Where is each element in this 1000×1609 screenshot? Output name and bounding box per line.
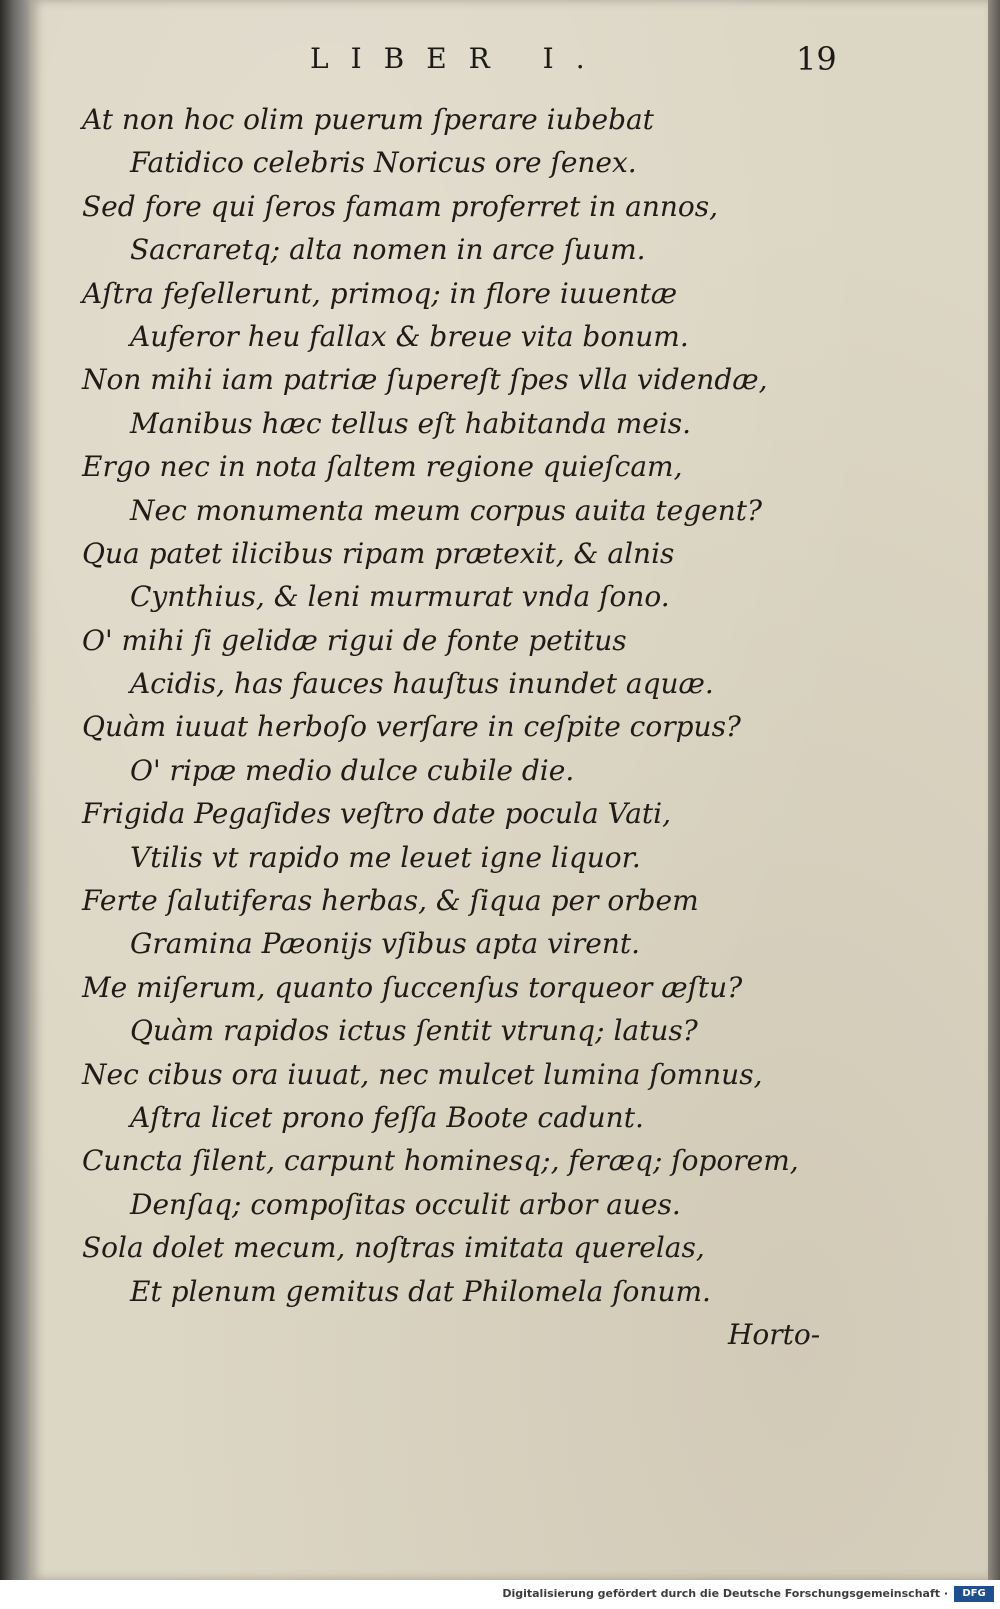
page-number: 19 [796, 40, 837, 78]
dfg-logo: DFG [954, 1586, 994, 1602]
verse-line: Et plenum gemitus dat Philomela ſonum. [130, 1274, 711, 1308]
verse-line: Nec monumenta meum corpus auita tegent? [130, 493, 763, 527]
verse-line: Ferte ſalutiferas herbas, & ſiqua per orbem [82, 884, 699, 918]
verse-line: O' ripæ medio dulce cubile die. [130, 753, 575, 787]
verse-line: Cuncta ſilent, carpunt hominesq;, feræq; ſoporem, [82, 1144, 799, 1178]
verse-line: At non hoc olim puerum ſperare iubebat [82, 103, 654, 136]
verse-line: Sola dolet mecum, noſtras imitata querelas, [82, 1231, 705, 1265]
verse-line: Fatidico celebris Noricus ore ſenex. [130, 146, 637, 180]
verse-line: Non mihi iam patriæ ſupereſt ſpes vlla videndæ, [82, 363, 768, 397]
page-edge [988, 0, 1000, 1580]
verse-line: Ergo nec in nota ſaltem regione quieſcam, [82, 450, 683, 484]
verse-line: Sed fore qui ſeros famam proferret in annos, [82, 189, 719, 223]
verse-line: Acidis, has fauces hauſtus inundet aquæ. [130, 667, 714, 701]
verse-line: Me miſerum, quanto ſuccenſus torqueor æſtu? [82, 970, 743, 1004]
verse-line: Gramina Pæonijs vſibus apta virent. [130, 927, 641, 961]
verse-line: Nec cibus ora iuuat, nec mulcet lumina ſomnus, [82, 1057, 763, 1091]
verse-line: Aſtra feſellerunt, primoq; in flore iuuentæ [82, 276, 678, 310]
verse-line: O' mihi ſi gelidæ rigui de fonte petitus [82, 623, 627, 657]
verse-line: Cynthius, & leni murmurat vnda ſono. [130, 580, 670, 614]
verse-line: Denſaq; compoſitas occulit arbor aues. [130, 1187, 681, 1221]
verse-line: Frigida Pegaſides veſtro date pocula Vati, [82, 797, 671, 831]
verse-line: Manibus hæc tellus eſt habitanda meis. [130, 406, 692, 440]
verse-line: Aſtra licet prono feſſa Boote cadunt. [130, 1100, 644, 1134]
catchword: Horto- [728, 1318, 821, 1351]
book-binding [0, 0, 34, 1580]
verse-block [30, 98, 988, 1313]
verse-line: Quàm iuuat herboſo verſare in ceſpite corpus? [82, 710, 741, 744]
verse-line: Sacraretq; alta nomen in arce ſuum. [130, 233, 646, 267]
verse-line: Vtilis vt rapido me leuet igne liquor. [130, 840, 641, 874]
book-page [30, 0, 990, 1580]
footer-bar [0, 1580, 1000, 1609]
verse-line: Quàm rapidos ictus ſentit vtrunq; latus? [130, 1014, 698, 1048]
running-head: LIBER I. [310, 42, 607, 75]
funding-credit: Digitalisierung gefördert durch die Deutsche Forschungsgemeinschaft · [502, 1587, 948, 1600]
verse-line: Qua patet ilicibus ripam prætexit, & alnis [82, 536, 675, 570]
verse-line: Auferor heu fallax & breue vita bonum. [130, 319, 689, 353]
